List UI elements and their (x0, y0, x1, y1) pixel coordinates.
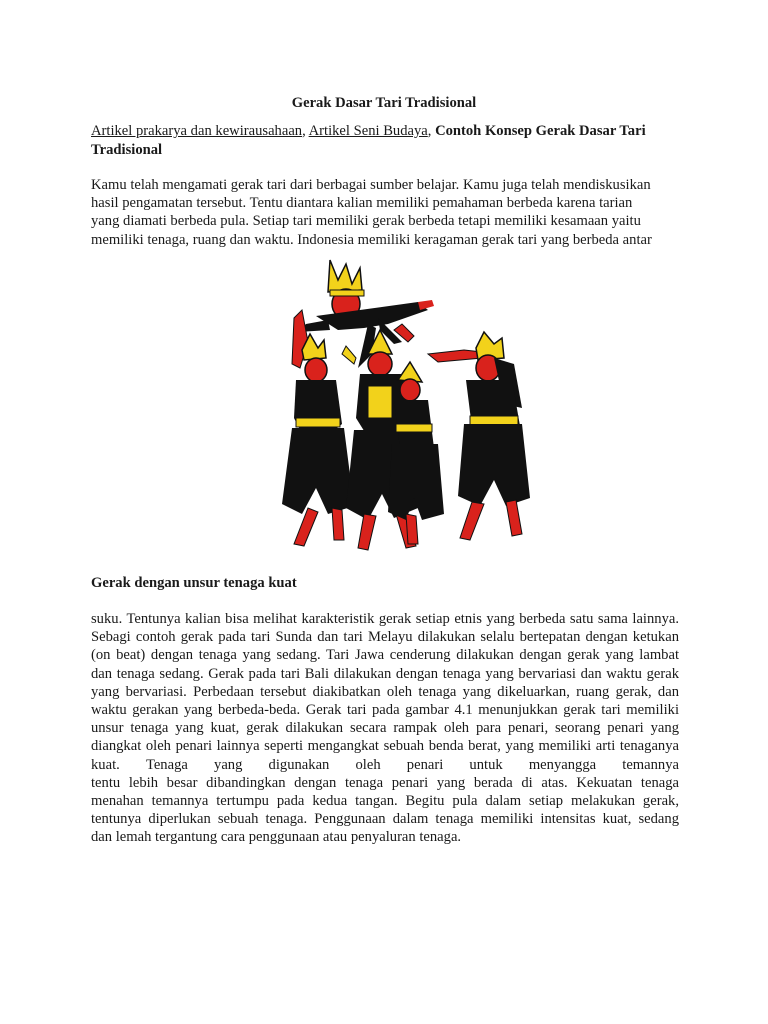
text-line: waktu gerakan yang berbeda-beda. Gerak tari pada gambar 4.1 menunjukkan gerak tari memiliki (91, 702, 679, 719)
text-line: dan lemah tergantung cara penggunaan atau penyaluran tenaga. (91, 829, 462, 846)
word: menyangga (528, 756, 597, 773)
category-link-seni-budaya[interactable]: Artikel Seni Budaya (308, 123, 428, 139)
dancers-illustration (268, 258, 538, 562)
section-heading: Gerak dengan unsur tenaga kuat (91, 575, 297, 591)
word: penari (406, 756, 444, 773)
word: digunakan (268, 756, 330, 773)
text-line (91, 756, 679, 774)
text-line: tentunya diperlukan sebuah tenaga. Penggunaan dalam tenaga memiliki intensitas kuat, sedang (91, 811, 679, 828)
category-separator: , (302, 123, 309, 139)
text-line: yang bervariasi. Perbedaan tersebut diakibatkan oleh tenaga yang dikeluarkan, ruang gerak, dan (91, 683, 679, 700)
category-line (91, 122, 681, 160)
category-link-prakarya[interactable]: Artikel prakarya dan kewirausahaan (91, 123, 303, 139)
word: temannya (622, 756, 679, 773)
page-title: Gerak Dasar Tari Tradisional (291, 95, 477, 111)
category-separator: , (427, 123, 436, 139)
text-line: yang diamati berbeda pula. Setiap tari memiliki gerak berbeda tetapi memiliki kesamaan yaitu (91, 213, 641, 230)
text-line: unsur tenaga yang kuat, gerak dilakukan secara rampak oleh para penari, seorang penari yang (91, 720, 679, 737)
text-line: suku. Tentunya kalian bisa melihat karakteristik gerak setiap etnis yang berbeda satu sama lainnya. (91, 611, 679, 627)
word: Tenaga (145, 756, 188, 773)
word: yang (214, 756, 243, 773)
dancer-left-figure (282, 334, 354, 546)
text-line: diangkat oleh penari lainnya seperti mengangkat sebuah benda berat, yang memiliki arti tenaganya (91, 738, 679, 755)
intro-paragraph (91, 176, 683, 249)
text-line: hasil pengamatan tersebut. Tentu diantara kalian memiliki pemahaman berbeda karena tarian (91, 195, 633, 212)
text-line: memiliki tenaga, ruang dan waktu. Indonesia memiliki keragaman gerak tari yang berbeda antar (91, 231, 652, 248)
text-line: menahan temannya tertumpu pada kedua tangan. Begitu pula dalam setiap melakukan gerak, (91, 793, 679, 810)
text-line: Sebagi contoh gerak pada tari Sunda dan tari Melayu dilakukan selalu bertepatan dengan ketukan (91, 629, 679, 646)
word: oleh (355, 756, 381, 773)
text-line: dan tenaga sedang. Gerak pada tari Bali dilakukan dengan tenaga yang bervariasi dan waktu gerak (91, 665, 679, 682)
post-title: Contoh Konsep Gerak Dasar Tari Tradisional (91, 123, 646, 158)
dancer-right-figure (458, 332, 530, 540)
text-line: (on beat) dengan tenaga yang sedang. Tari Jawa cenderung dilakukan dengan gerak yang lambat (91, 647, 679, 664)
text-line: tentu lebih besar dibandingkan dengan tenaga penari yang berada di atas. Kekuatan tenaga (91, 774, 679, 791)
text-line: Kamu telah mengamati gerak tari dari berbagai sumber belajar. Kamu juga telah mendiskusikan (91, 177, 651, 193)
body-paragraph (91, 610, 679, 847)
word: kuat. (91, 756, 120, 773)
word: untuk (469, 756, 503, 773)
